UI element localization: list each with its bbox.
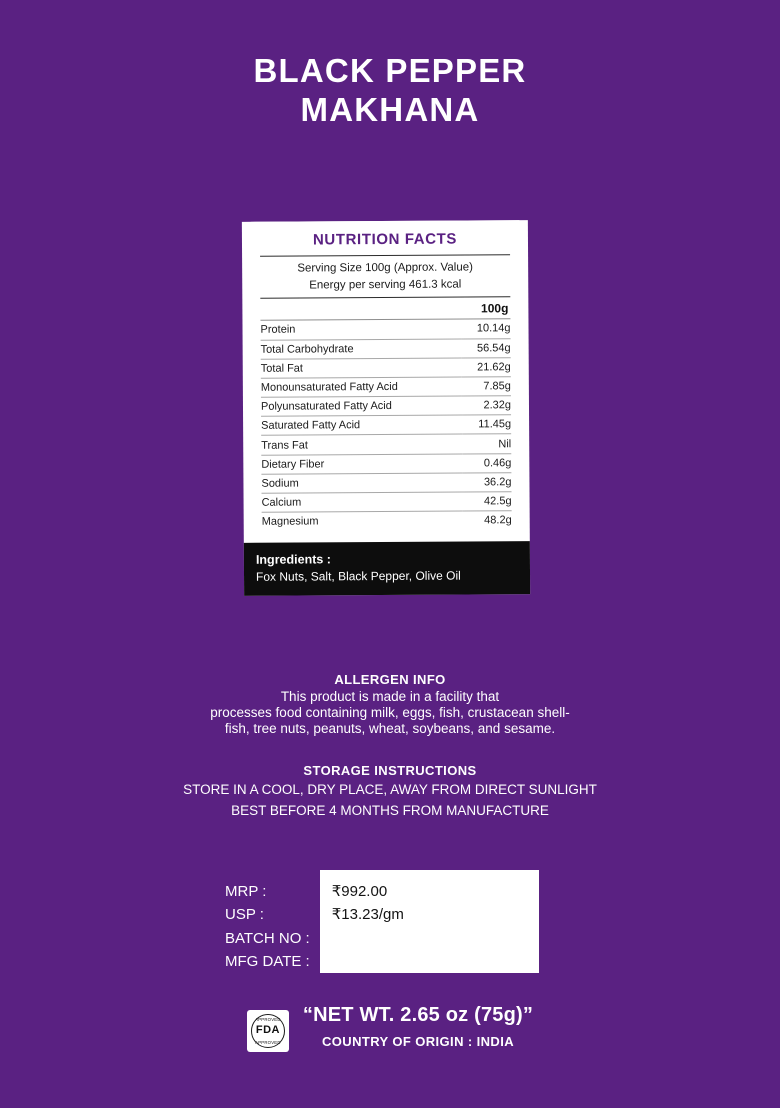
nutrient-value: 7.85g xyxy=(461,377,510,396)
footer xyxy=(0,1004,780,1052)
ingredients-heading: Ingredients : xyxy=(255,552,331,568)
table-row xyxy=(261,357,511,378)
batch-no-label: BATCH NO : xyxy=(225,929,310,947)
nutrient-name: Protein xyxy=(260,320,461,340)
nutrient-value: Nil xyxy=(462,434,511,453)
nutrition-facts-block xyxy=(250,220,522,537)
batch-no-value xyxy=(332,927,539,950)
table-row xyxy=(261,396,511,417)
nutrient-name: Sodium xyxy=(261,473,462,493)
nutrient-value: 36.2g xyxy=(462,473,511,492)
net-weight: “NET WT. 2.65 oz (75g)” xyxy=(302,1004,534,1026)
storage-heading: STORAGE INSTRUCTIONS xyxy=(303,763,477,778)
nutrition-label-panel xyxy=(243,213,529,595)
storage-line-1: STORE IN A COOL, DRY PLACE, AWAY FROM DIRECT SUNLIGHT xyxy=(183,782,597,797)
nutrient-name: Saturated Fatty Acid xyxy=(261,415,462,435)
nutrient-name: Total Carbohydrate xyxy=(261,339,462,359)
allergen-heading: ALLERGEN INFO xyxy=(334,672,446,687)
allergen-line-3: fish, tree nuts, peanuts, wheat, soybeans, and sesame. xyxy=(224,721,556,737)
energy-per-serving: Energy per serving 461.3 kcal xyxy=(309,278,462,292)
fda-bottom-text: APPROVED xyxy=(255,1040,281,1045)
pricing-labels xyxy=(225,870,320,973)
serving-info xyxy=(260,254,510,299)
nutrient-name: Polyunsaturated Fatty Acid xyxy=(261,396,462,416)
title-line-1: BLACK PEPPER xyxy=(253,52,527,89)
nutrient-name: Dietary Fiber xyxy=(261,454,462,474)
pricing-block xyxy=(225,870,539,973)
table-row xyxy=(261,415,511,436)
mrp-value: ₹992.00 xyxy=(331,883,388,900)
country-of-origin: COUNTRY OF ORIGIN : INDIA xyxy=(322,1034,514,1049)
table-row xyxy=(261,434,511,455)
nutrient-value: 2.32g xyxy=(462,396,511,415)
nutrient-name: Total Fat xyxy=(261,358,462,378)
ingredients-list: Fox Nuts, Salt, Black Pepper, Olive Oil xyxy=(255,568,461,585)
fda-approved-icon xyxy=(247,1010,289,1052)
nutrient-value: 48.2g xyxy=(484,514,512,527)
fda-top-text: APPROVED xyxy=(255,1017,281,1022)
storage-body xyxy=(0,780,780,822)
mfg-date-value xyxy=(332,950,539,973)
table-row xyxy=(261,453,511,474)
storage-line-2: BEST BEFORE 4 MONTHS FROM MANUFACTURE xyxy=(231,802,549,818)
fda-center-text: FDA xyxy=(255,1024,280,1036)
nutrient-name: Trans Fat xyxy=(261,435,462,455)
nutrition-column-header: 100g xyxy=(260,298,510,322)
table-row xyxy=(262,511,512,531)
nutrient-value: 21.62g xyxy=(461,357,510,376)
ingredients-block xyxy=(244,542,530,597)
nutrient-value: 42.5g xyxy=(462,492,511,511)
nutrition-facts-heading: NUTRITION FACTS xyxy=(312,230,458,249)
allergen-info-section xyxy=(0,672,780,738)
nutrient-name: Magnesium xyxy=(261,515,319,529)
nutrient-name: Calcium xyxy=(262,492,463,512)
nutrient-value: 10.14g xyxy=(461,320,510,339)
nutrient-value: 0.46g xyxy=(462,453,511,472)
pricing-values-box xyxy=(320,870,539,973)
serving-size: Serving Size 100g (Approx. Value) xyxy=(297,261,473,275)
table-row xyxy=(261,473,511,494)
nutrient-value: 56.54g xyxy=(461,338,510,357)
table-row xyxy=(262,492,512,513)
usp-label: USP : xyxy=(225,906,264,924)
nutrient-value: 11.45g xyxy=(462,415,511,434)
page-title xyxy=(0,0,780,130)
nutrition-table xyxy=(260,320,511,532)
usp-value: ₹13.23/gm xyxy=(331,906,404,924)
nutrition-card xyxy=(242,220,530,596)
nutrient-name: Monounsaturated Fatty Acid xyxy=(261,377,462,397)
title-line-2: MAKHANA xyxy=(300,90,480,128)
storage-instructions-section xyxy=(0,763,780,822)
allergen-line-2: processes food containing milk, eggs, fish, crustacean shell- xyxy=(210,705,570,721)
table-row xyxy=(261,377,511,398)
table-row xyxy=(261,338,511,359)
net-weight-block xyxy=(303,1004,533,1049)
mrp-label: MRP : xyxy=(225,883,267,900)
mfg-date-label: MFG DATE : xyxy=(225,952,310,970)
allergen-body xyxy=(0,689,780,738)
allergen-line-1: This product is made in a facility that xyxy=(280,689,500,704)
table-row xyxy=(260,320,510,340)
